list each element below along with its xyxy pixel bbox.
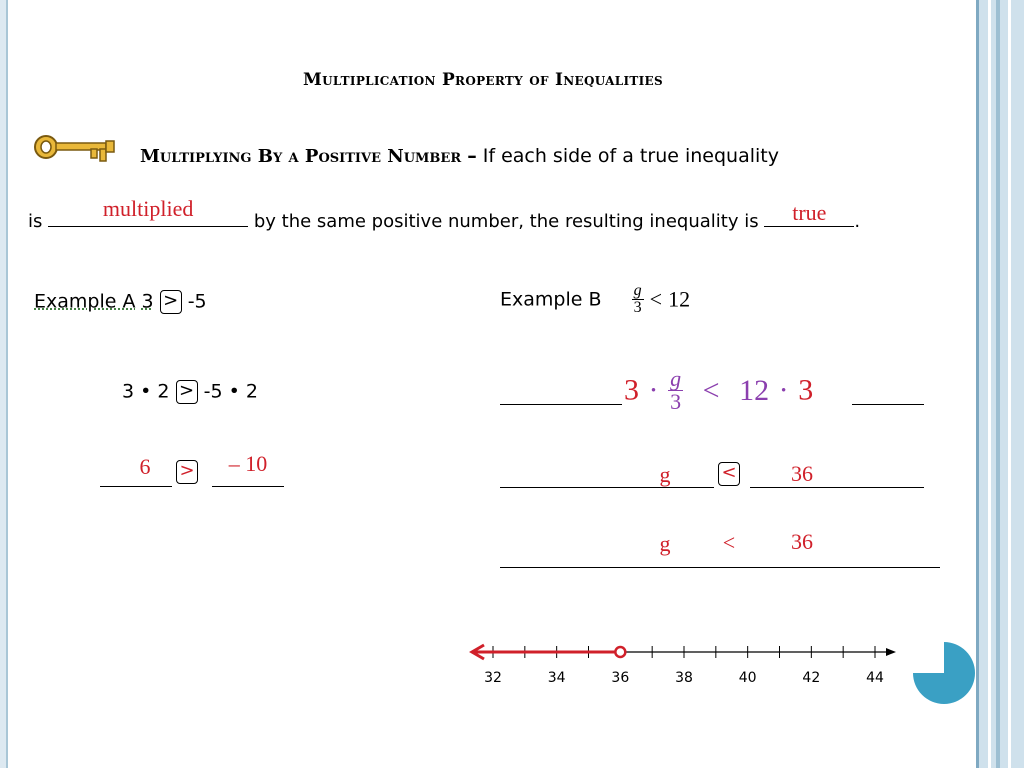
b-step2-sign-wrap bbox=[718, 462, 740, 486]
b-step2-sign: < bbox=[718, 462, 740, 486]
answer-right-line bbox=[212, 486, 284, 487]
sentence-start: is bbox=[28, 211, 43, 232]
number-line-label: 42 bbox=[802, 670, 821, 686]
step1-mult1: 2 bbox=[157, 380, 170, 403]
step1-dot1: • bbox=[140, 380, 152, 403]
b-step1-right-mult: 3 bbox=[798, 373, 814, 407]
example-a-answer-left: 6 bbox=[139, 454, 151, 479]
property-lead: If each side of a true inequality bbox=[482, 145, 779, 167]
number-line-arrow-right bbox=[886, 648, 896, 656]
number-line bbox=[460, 630, 910, 700]
example-a-answer-right: – 10 bbox=[228, 451, 268, 476]
example-a-left: 3 bbox=[141, 290, 154, 313]
right-border bbox=[976, 0, 1024, 768]
quarter-circle-icon bbox=[913, 642, 975, 704]
example-b-frac-den: 3 bbox=[633, 299, 642, 316]
answer-left-line bbox=[100, 486, 172, 487]
blank-multiplied bbox=[48, 196, 248, 227]
b-step2-left: g bbox=[659, 462, 671, 487]
example-a-step1 bbox=[122, 380, 258, 404]
step1-left: 3 bbox=[122, 380, 135, 403]
number-line-labels bbox=[484, 670, 884, 686]
b-step1-right: 12 bbox=[739, 373, 770, 407]
example-b-frac-num: g bbox=[633, 282, 642, 299]
b-step1-line-right bbox=[852, 404, 924, 405]
example-a-sign: > bbox=[160, 290, 182, 314]
b-step1-sign: < bbox=[702, 373, 720, 407]
step1-mult2: 2 bbox=[245, 380, 258, 403]
left-border bbox=[0, 0, 10, 768]
blank-true bbox=[764, 200, 854, 227]
open-circle-point bbox=[615, 647, 625, 657]
b-step3-sign: < bbox=[722, 530, 736, 555]
example-a-statement bbox=[34, 290, 207, 314]
b-step1-frac-den: 3 bbox=[670, 389, 682, 414]
example-a-answer-sign: > bbox=[176, 460, 198, 484]
b-step1-dot: · bbox=[648, 373, 659, 407]
step1-sign: > bbox=[176, 380, 198, 404]
property-statement bbox=[140, 145, 779, 167]
property-sentence bbox=[28, 196, 861, 232]
example-b-label: Example B bbox=[500, 288, 602, 311]
example-b-step1 bbox=[624, 368, 813, 413]
example-a-right: -5 bbox=[187, 290, 207, 313]
example-b-sign: < bbox=[649, 286, 663, 312]
b-step3-right: 36 bbox=[791, 529, 813, 554]
example-a-label: Example A bbox=[34, 290, 136, 313]
property-dash: – bbox=[467, 145, 477, 167]
number-line-label: 36 bbox=[611, 670, 630, 686]
b-step1-frac-num: g bbox=[670, 366, 682, 391]
blank-true-answer: true bbox=[792, 200, 827, 225]
example-b-statement bbox=[500, 283, 690, 316]
example-b-right: 12 bbox=[668, 286, 691, 312]
number-line-label: 34 bbox=[547, 670, 566, 686]
property-heading: Multiplying By a Positive Number bbox=[140, 146, 462, 167]
key-icon bbox=[33, 128, 117, 166]
b-step1-fraction bbox=[668, 368, 683, 413]
sentence-end: . bbox=[854, 211, 861, 232]
sentence-middle: by the same positive number, the resulting inequality is bbox=[253, 211, 759, 232]
example-a-answer-sign-wrap bbox=[176, 460, 198, 484]
blank-multiplied-answer: multiplied bbox=[102, 196, 194, 221]
number-line-label: 40 bbox=[738, 670, 757, 686]
b-step2-line-right bbox=[750, 487, 924, 488]
b-step1-line-left bbox=[500, 404, 622, 405]
page-title: Multiplication Property of Inequalities bbox=[303, 70, 663, 90]
b-step3-left: g bbox=[659, 531, 671, 556]
example-b-fraction bbox=[632, 283, 644, 316]
step1-right: -5 bbox=[203, 380, 223, 403]
b-step1-left-mult: 3 bbox=[624, 373, 639, 407]
b-step3-line bbox=[500, 567, 940, 568]
number-line-label: 38 bbox=[675, 670, 693, 686]
step1-dot2: • bbox=[228, 380, 240, 403]
number-line-label: 32 bbox=[484, 670, 502, 686]
number-line-label: 44 bbox=[866, 670, 884, 686]
b-step1-dot2: · bbox=[778, 373, 789, 407]
b-step2-right: 36 bbox=[791, 461, 813, 486]
